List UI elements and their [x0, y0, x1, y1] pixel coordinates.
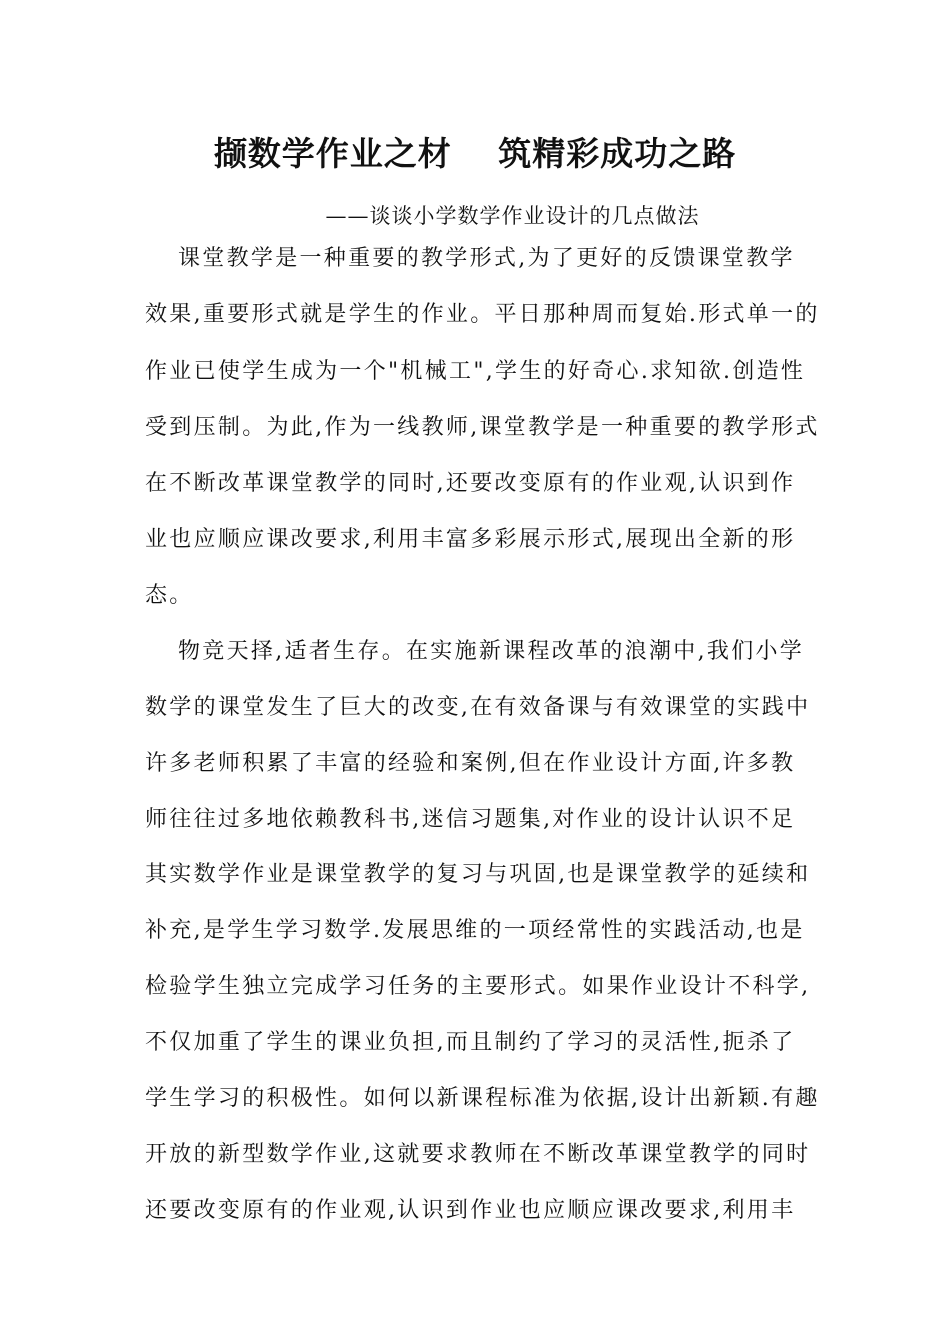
- text-line: 数学的课堂发生了巨大的改变,在有效备课与有效课堂的实践中: [145, 695, 811, 720]
- document-subtitle: ——谈谈小学数学作业设计的几点做法: [325, 204, 700, 228]
- text-line: 业也应顺应课改要求,利用丰富多彩展示形式,展现出全新的形: [145, 527, 796, 552]
- text-line: 在不断改革课堂教学的同时,还要改变原有的作业观,认识到作: [145, 471, 796, 496]
- text-line: 态。: [145, 583, 194, 608]
- text-line: 作业已使学生成为一个"机械工",学生的好奇心.求知欲.创造性: [145, 359, 806, 384]
- text-line: 师往往过多地依赖教科书,迷信习题集,对作业的设计认识不足: [145, 807, 796, 832]
- text-line: 效果,重要形式就是学生的作业。平日那种周而复始.形式单一的: [145, 302, 820, 327]
- text-line: 检验学生独立完成学习任务的主要形式。如果作业设计不科学,: [145, 974, 811, 999]
- text-line: 开放的新型数学作业,这就要求教师在不断改革课堂教学的同时: [145, 1142, 811, 1167]
- text-line: 课堂教学是一种重要的教学形式,为了更好的反馈课堂教学: [178, 246, 795, 271]
- text-line: 不仅加重了学生的课业负担,而且制约了学习的灵活性,扼杀了: [145, 1030, 796, 1055]
- text-line: 还要改变原有的作业观,认识到作业也应顺应课改要求,利用丰: [145, 1198, 796, 1223]
- text-line: 其实数学作业是课堂教学的复习与巩固,也是课堂教学的延续和: [145, 862, 811, 887]
- text-line: 学生学习的积极性。如何以新课程标准为依据,设计出新颖.有趣: [145, 1086, 820, 1111]
- text-line: 物竞天择,适者生存。在实施新课程改革的浪潮中,我们小学: [178, 639, 805, 664]
- document-title: 撷数学作业之材 筑精彩成功之路: [213, 134, 737, 173]
- text-line: 许多老师积累了丰富的经验和案例,但在作业设计方面,许多教: [145, 751, 796, 776]
- text-line: 补充,是学生学习数学.发展思维的一项经常性的实践活动,也是: [145, 918, 805, 943]
- text-line: 受到压制。为此,作为一线教师,课堂教学是一种重要的教学形式: [145, 415, 820, 440]
